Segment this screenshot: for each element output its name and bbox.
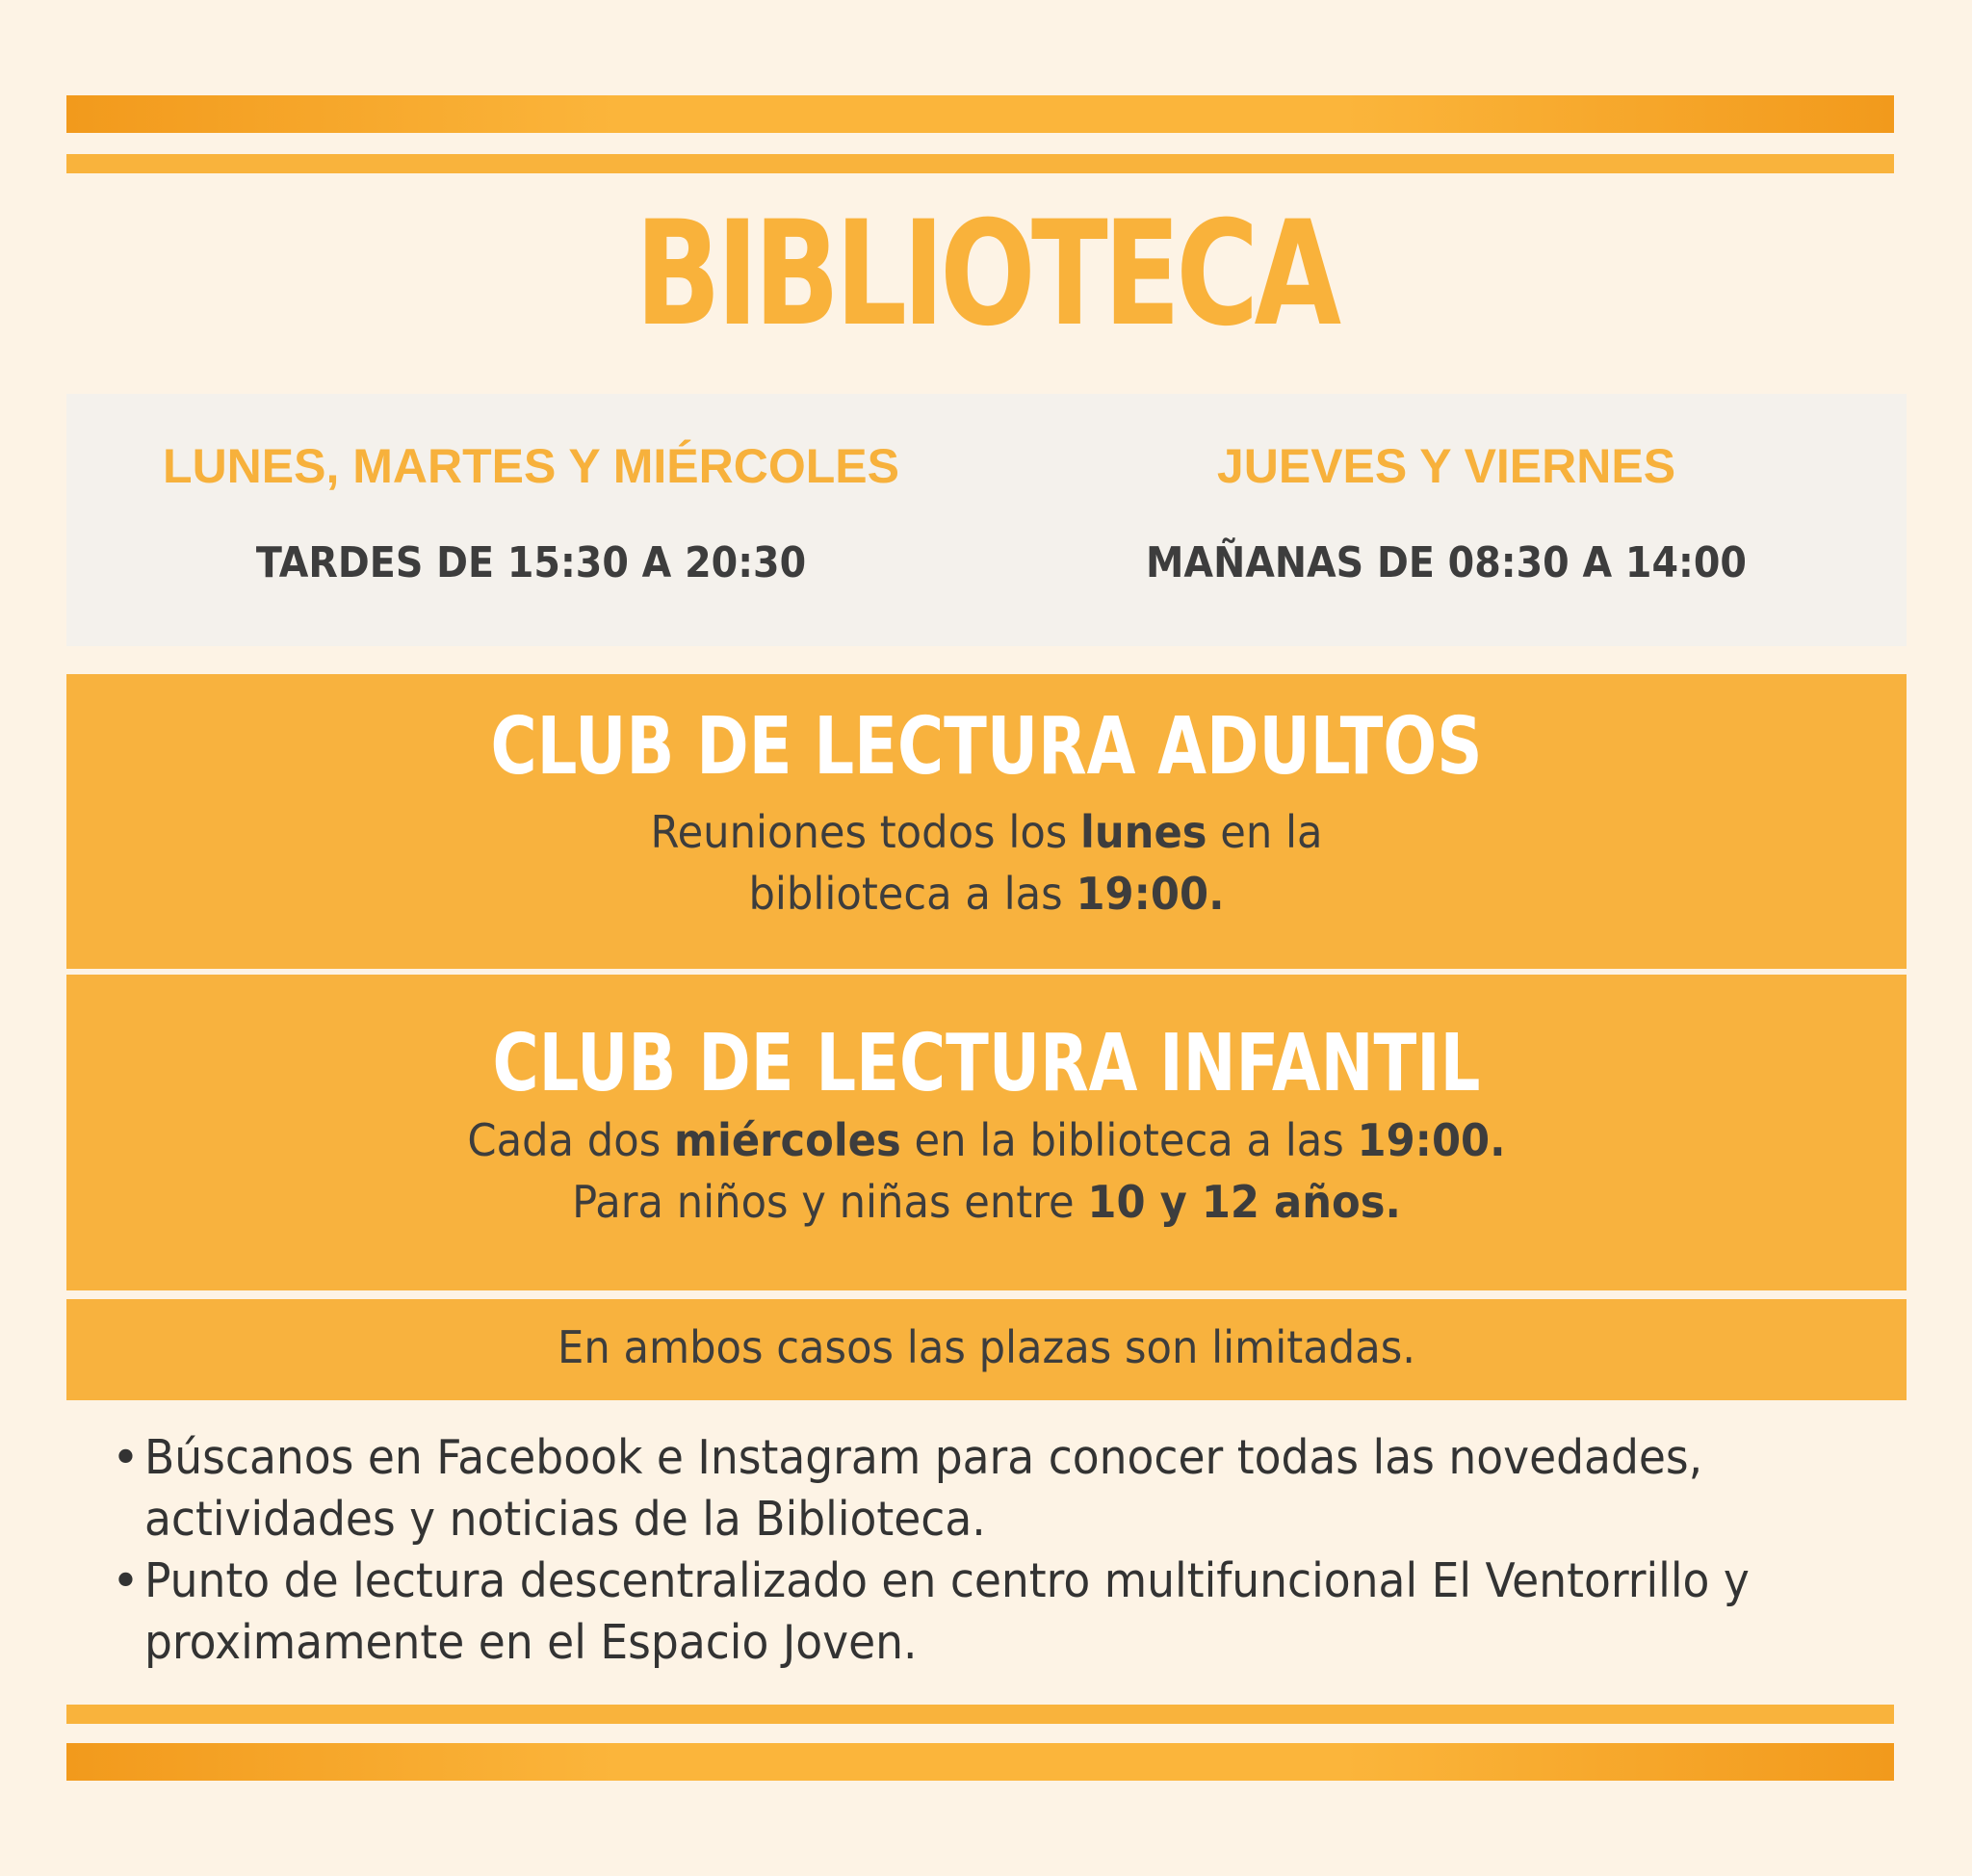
hours-column-thu-fri xyxy=(986,394,1907,646)
bullet-icon: • xyxy=(112,1430,140,1485)
list-item xyxy=(106,1550,1897,1674)
list-item-line: Búscanos en Facebook e Instagram para conocer todas las novedades, xyxy=(144,1430,1703,1485)
days-label: LUNES, MARTES Y MIÉRCOLES xyxy=(163,439,899,493)
club-infantil-description xyxy=(121,1109,1851,1233)
top-decorative-bar xyxy=(66,95,1894,133)
hours-column-mon-wed xyxy=(66,394,996,646)
text-bold-segment: lunes xyxy=(1080,806,1207,858)
bottom-decorative-bar xyxy=(66,1743,1894,1781)
club-adultos-line-2 xyxy=(121,863,1851,925)
times-label: TARDES DE 15:30 A 20:30 xyxy=(255,538,807,587)
text-bold-segment: 10 y 12 años. xyxy=(1087,1176,1401,1228)
club-adultos-description xyxy=(121,801,1851,925)
club-infantil-title: CLUB DE LECTURA INFANTIL xyxy=(492,1018,1481,1109)
times-label: MAÑANAS DE 08:30 A 14:00 xyxy=(1146,538,1747,587)
list-item-line: proximamente en el Espacio Joven. xyxy=(144,1615,918,1670)
bottom-decorative-thin-bar xyxy=(66,1705,1894,1724)
club-adultos-title: CLUB DE LECTURA ADULTOS xyxy=(490,701,1483,793)
page-title: BIBLIOTECA xyxy=(635,191,1337,358)
club-infantil-line-2 xyxy=(121,1171,1851,1233)
days-label: JUEVES Y VIERNES xyxy=(1216,439,1676,493)
limited-places-note xyxy=(66,1299,1907,1400)
club-infantil-section xyxy=(66,975,1907,1290)
list-item-line: actividades y noticias de la Biblioteca. xyxy=(144,1492,986,1547)
text-segment: en la biblioteca a las xyxy=(900,1114,1358,1166)
limited-places-text: En ambos casos las plazas son limitadas. xyxy=(558,1321,1415,1373)
top-decorative-thin-bar xyxy=(66,154,1894,173)
list-item xyxy=(106,1427,1897,1550)
list-item-line: Punto de lectura descentralizado en centro multifuncional El Ventorrillo y xyxy=(144,1553,1750,1608)
club-adultos-line-1 xyxy=(121,801,1851,863)
info-bullet-list xyxy=(106,1427,1897,1674)
text-segment: en la xyxy=(1207,806,1323,858)
club-infantil-line-1 xyxy=(121,1109,1851,1171)
bullet-icon: • xyxy=(112,1553,140,1608)
text-bold-segment: miércoles xyxy=(673,1114,901,1166)
text-segment: Cada dos xyxy=(467,1114,674,1166)
club-adultos-section xyxy=(66,674,1907,969)
text-segment: biblioteca a las xyxy=(748,868,1077,920)
text-segment: Reuniones todos los xyxy=(650,806,1081,858)
opening-hours-panel xyxy=(66,394,1907,646)
text-bold-segment: 19:00. xyxy=(1076,868,1225,920)
text-segment: Para niños y niñas entre xyxy=(572,1176,1088,1228)
text-bold-segment: 19:00. xyxy=(1357,1114,1506,1166)
